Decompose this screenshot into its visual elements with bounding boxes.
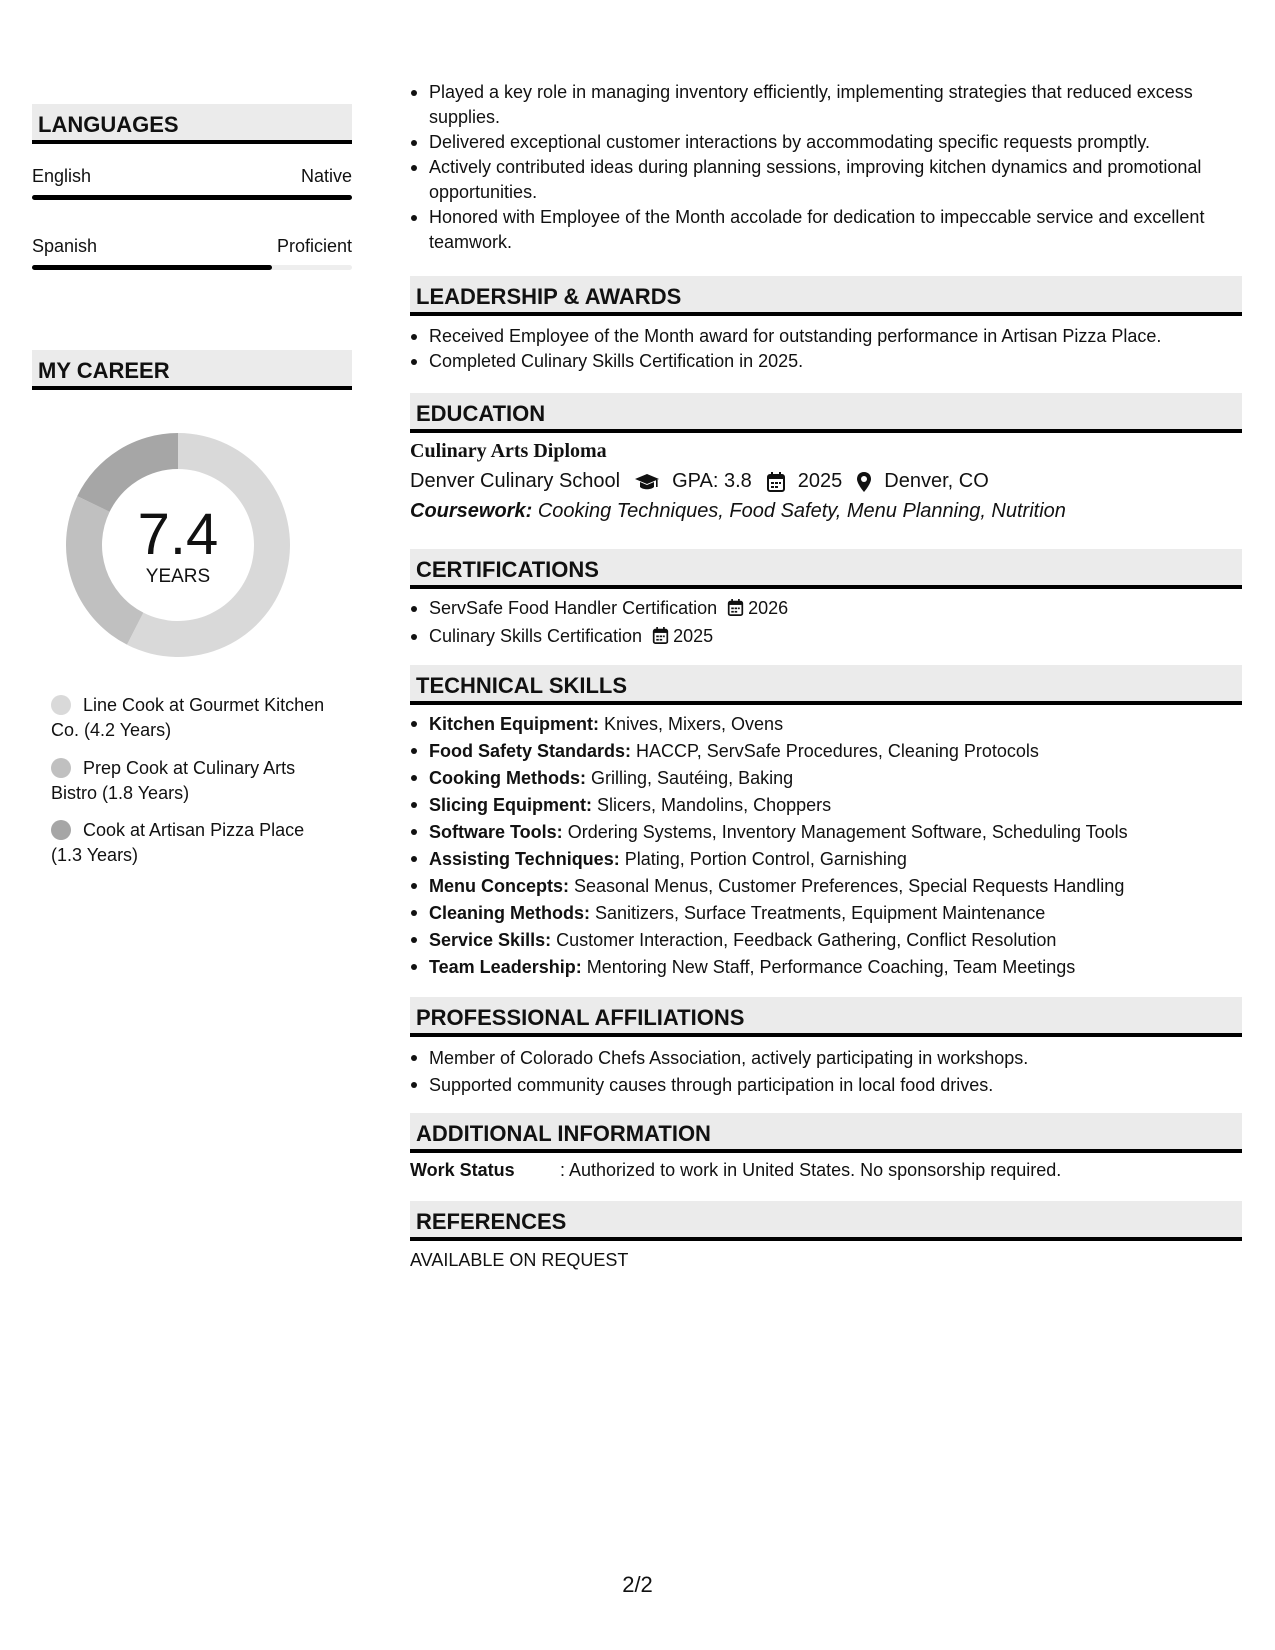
language-proficiency-fill [32,265,272,270]
certification-item [410,596,1242,624]
affiliation-item: Member of Colorado Chefs Association, actively participating in workshops. [410,1045,1242,1072]
skill-label: Cooking Methods: [429,768,586,788]
certification-year: 2026 [748,598,789,618]
skill-label: Assisting Techniques: [429,849,620,869]
legend-label: Cook at Artisan Pizza Place (1.3 Years) [51,820,305,865]
skill-item [410,954,1242,981]
work-status-row [410,1160,1242,1181]
language-name: Spanish [32,236,98,256]
calendar-icon [766,471,786,493]
language-level: Proficient [276,236,352,256]
work-status-value: : Authorized to work in United States. No sponsorship required. [560,1160,1062,1180]
skill-value: Ordering Systems, Inventory Management Software, Scheduling Tools [567,822,1128,842]
skill-item [410,900,1242,927]
skill-item [410,846,1242,873]
language-name: English [32,166,92,186]
certifications-heading: CERTIFICATIONS [410,549,1242,589]
additional-info-heading: ADDITIONAL INFORMATION [410,1113,1242,1153]
experience-bullet: Played a key role in managing inventory efficiently, implementing strategies that reduced excess supplies. [410,80,1242,130]
leadership-item: Received Employee of the Month award for outstanding performance in Artisan Pizza Place. [410,324,1242,349]
certification-year: 2025 [673,626,714,646]
references-heading: REFERENCES [410,1201,1242,1241]
career-total-years: 7.4 [137,502,219,567]
career-heading: MY CAREER [32,350,352,390]
calendar-icon [727,598,744,624]
skill-value: Grilling, Sautéing, Baking [591,768,794,788]
career-legend-item [51,693,331,743]
skill-value: Knives, Mixers, Ovens [604,714,784,734]
skill-label: Software Tools: [429,822,563,842]
language-item-english [32,166,352,200]
references-text: AVAILABLE ON REQUEST [410,1250,629,1270]
education-year: 2025 [797,470,843,492]
language-proficiency-bar [32,195,352,200]
calendar-icon [652,626,669,652]
education-details [410,470,1242,493]
education-coursework [410,500,1242,523]
career-legend-item [51,818,331,868]
skill-label: Kitchen Equipment: [429,714,599,734]
certifications-list [410,596,1242,652]
coursework-text: Cooking Techniques, Food Safety, Menu Planning, Nutrition [537,500,1066,522]
language-level: Native [300,166,352,186]
experience-bullet: Delivered exceptional customer interactions by accommodating specific requests promptly. [410,130,1242,155]
legend-swatch [51,758,71,778]
languages-heading: LANGUAGES [32,104,352,144]
legend-label: Line Cook at Gourmet Kitchen Co. (4.2 Years) [51,695,325,740]
leadership-item: Completed Culinary Skills Certification in 2025. [410,349,1242,374]
skill-value: Customer Interaction, Feedback Gathering, Conflict Resolution [556,930,1057,950]
skill-item [410,792,1242,819]
skill-value: Mentoring New Staff, Performance Coaching, Team Meetings [586,957,1076,977]
skill-label: Food Safety Standards: [429,741,632,761]
skill-value: Sanitizers, Surface Treatments, Equipment Maintenance [595,903,1046,923]
language-proficiency-fill [32,195,352,200]
skill-item [410,819,1242,846]
certification-item [410,624,1242,652]
coursework-label: Coursework: [410,500,533,522]
education-heading: EDUCATION [410,393,1242,433]
skill-item [410,873,1242,900]
skill-label: Cleaning Methods: [429,903,590,923]
page-number: 2/2 [622,1572,653,1597]
skill-label: Team Leadership: [429,957,582,977]
language-item-spanish [32,236,352,270]
education-gpa: GPA: 3.8 [672,470,752,492]
education-school: Denver Culinary School [410,470,621,492]
certification-name: Culinary Skills Certification [429,626,643,646]
location-pin-icon [856,471,872,493]
skill-label: Service Skills: [429,930,552,950]
career-donut-chart [66,433,290,657]
experience-bullet: Honored with Employee of the Month accolade for dedication to impeccable service and excellent teamwork. [410,205,1242,255]
skill-value: HACCP, ServSafe Procedures, Cleaning Protocols [636,741,1039,761]
education-degree: Culinary Arts Diploma [410,440,607,462]
legend-swatch [51,820,71,840]
legend-swatch [51,695,71,715]
skill-value: Slicers, Mandolins, Choppers [597,795,832,815]
career-years-unit: YEARS [145,566,211,587]
skill-label: Slicing Equipment: [429,795,593,815]
skill-item [410,738,1242,765]
language-proficiency-bar [32,265,352,270]
legend-label: Prep Cook at Culinary Arts Bistro (1.8 Years) [51,758,296,803]
skill-value: Seasonal Menus, Customer Preferences, Special Requests Handling [574,876,1125,896]
technical-skills-heading: TECHNICAL SKILLS [410,665,1242,705]
education-location: Denver, CO [884,470,989,492]
career-legend-item [51,756,331,806]
skill-label: Menu Concepts: [429,876,570,896]
affiliations-list [410,1045,1242,1099]
leadership-list [410,324,1242,374]
technical-skills-list [410,711,1242,981]
skill-item [410,927,1242,954]
skill-item [410,765,1242,792]
skill-item [410,711,1242,738]
experience-bullets [410,80,1242,255]
graduation-cap-icon [634,472,660,492]
certification-name: ServSafe Food Handler Certification [429,598,718,618]
leadership-heading: LEADERSHIP & AWARDS [410,276,1242,316]
affiliations-heading: PROFESSIONAL AFFILIATIONS [410,997,1242,1037]
work-status-label: Work Status [410,1160,515,1180]
affiliation-item: Supported community causes through participation in local food drives. [410,1072,1242,1099]
skill-value: Plating, Portion Control, Garnishing [624,849,907,869]
experience-bullet: Actively contributed ideas during planning sessions, improving kitchen dynamics and promotional opportunities. [410,155,1242,205]
